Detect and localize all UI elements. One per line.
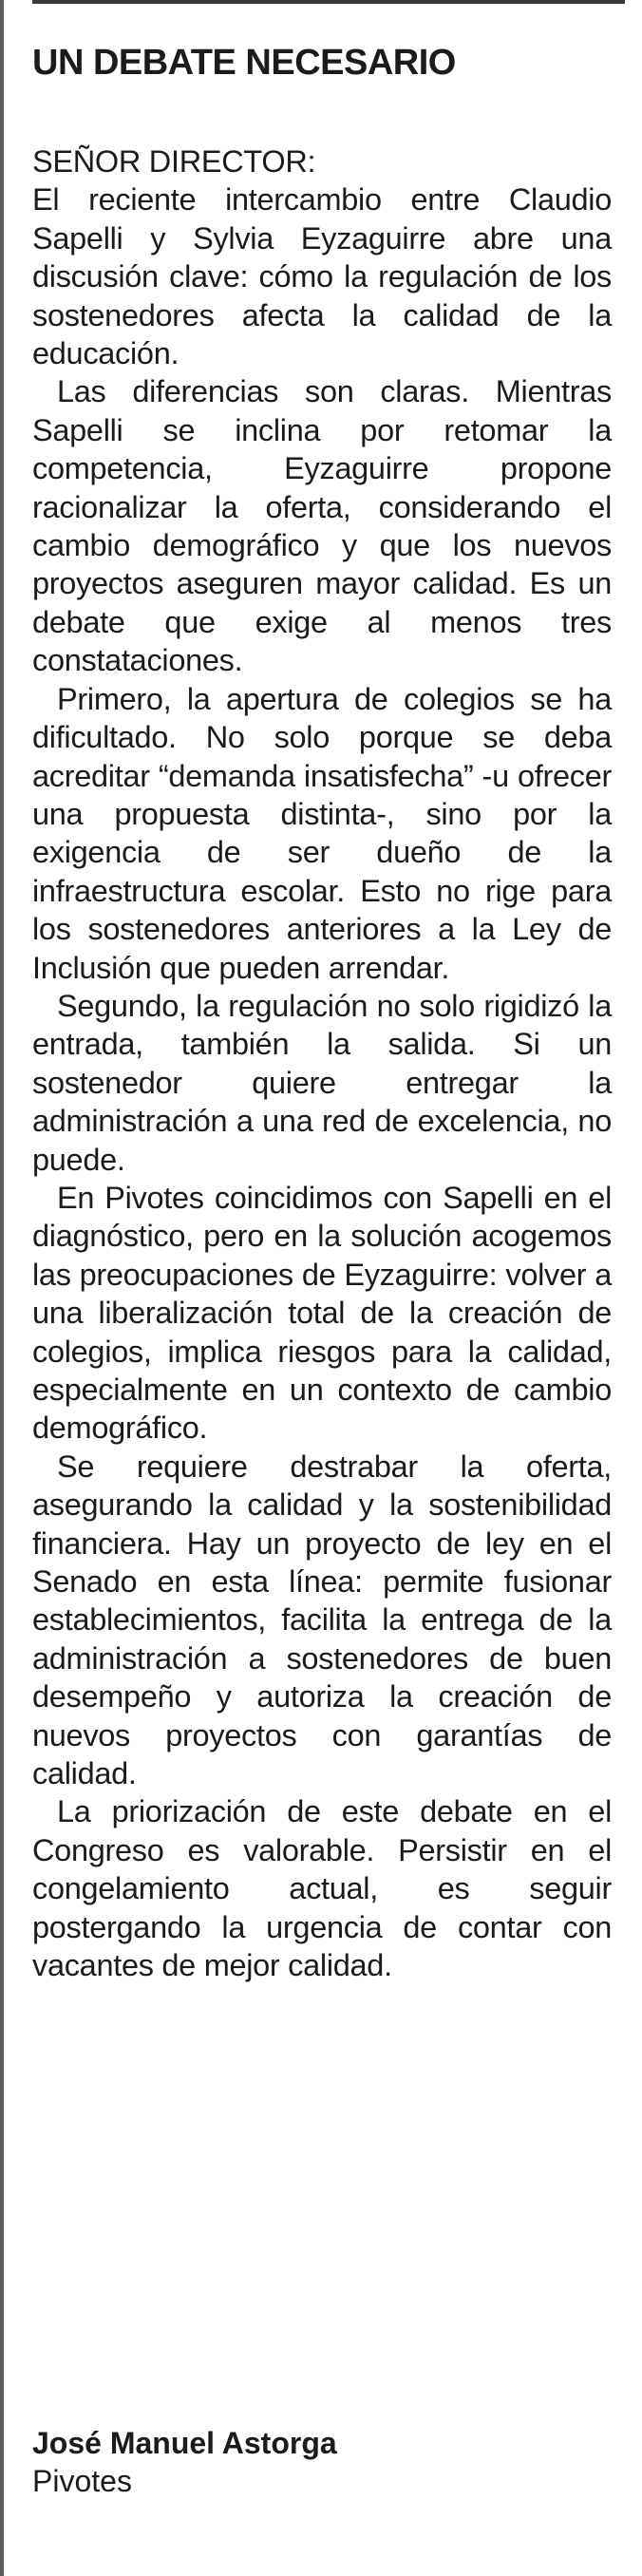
paragraph-3: Primero, la apertura de colegios se ha dificultado. No solo porque se deba acreditar “demanda insatisfecha” -u ofrecer una propuesta distinta-, sino por la exigencia de ser dueño de la infraestructura escolar. Esto no rige para los sostenedores anteriores a la Ley de Inclusión que pueden arrendar. xyxy=(32,681,612,985)
paragraph-1: El reciente intercambio entre Claudio Sapelli y Sylvia Eyzaguirre abre una discusión clave: cómo la regulación de los sostenedores afecta la calidad de la educación. xyxy=(32,182,612,371)
top-border-rule xyxy=(32,0,625,4)
paragraph-5: En Pivotes coincidimos con Sapelli en el diagnóstico, pero en la solución acogemos las preocupaciones de Eyzaguirre: volver a una liberalización total de la creación de colegios, implica riesgos para la calidad, especialmente en un contexto de cambio demográfico. xyxy=(32,1180,612,1446)
left-border-rule xyxy=(0,0,4,2576)
paragraph-2: Las diferencias son claras. Mientras Sapelli se inclina por retomar la competencia, Eyzaguirre propone racionalizar la oferta, considerando el cambio demográfico y que los nuevos proyectos aseguren mayor calidad. Es un debate que exige al menos tres constataciones. xyxy=(32,374,612,678)
author-name: José Manuel Astorga xyxy=(32,2426,337,2460)
paragraph-6: Se requiere destrabar la oferta, asegurando la calidad y la sostenibilidad financiera. Hay un proyecto de ley en el Senado en esta línea: permite fusionar establecimientos, facilita la entrega de la administración a sostenedores de buen desempeño y autoriza la creación de nuevos proyectos con garantías de calidad. xyxy=(32,1449,612,1791)
paragraph-4: Segundo, la regulación no solo rigidizó la entrada, también la salida. Si un sostenedor quiere entregar la administración a una red de excelencia, no puede. xyxy=(32,988,612,1177)
author-organization: Pivotes xyxy=(32,2464,132,2498)
paragraph-7: La priorización de este debate en el Congreso es valorable. Persistir en el congelamiento actual, es seguir postergando la urgencia de contar con vacantes de mejor calidad. xyxy=(32,1794,612,1983)
letter-headline: UN DEBATE NECESARIO xyxy=(32,43,456,83)
signature-block xyxy=(32,2424,612,2500)
letter-body xyxy=(32,142,612,1985)
salutation: SEÑOR DIRECTOR: xyxy=(32,144,316,179)
